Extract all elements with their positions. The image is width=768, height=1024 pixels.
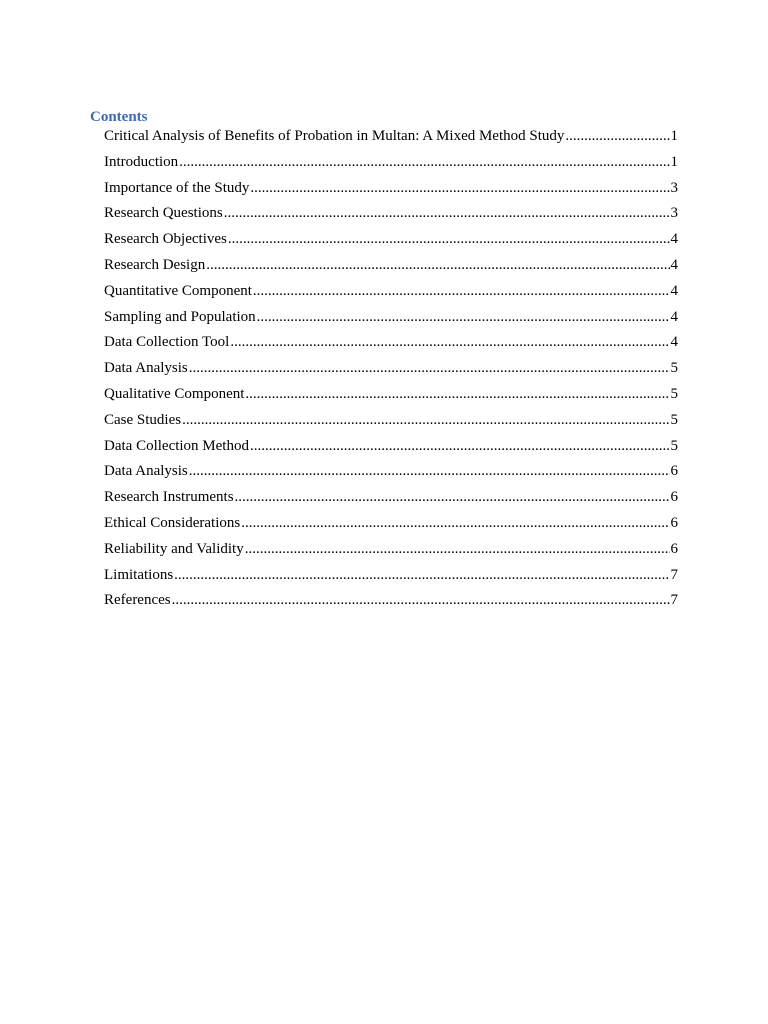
toc-entry-page: 3 bbox=[670, 179, 678, 196]
toc-entry-title: Importance of the Study bbox=[104, 179, 250, 196]
toc-entry[interactable] bbox=[104, 411, 678, 437]
toc-entry[interactable] bbox=[104, 333, 678, 359]
toc-entry-page: 5 bbox=[670, 385, 678, 402]
toc-entry-page: 5 bbox=[670, 411, 678, 428]
toc-dot-leader bbox=[172, 591, 670, 610]
toc-entry[interactable] bbox=[104, 591, 678, 617]
toc-entry-page: 4 bbox=[670, 282, 678, 299]
toc-entry-title: Quantitative Component bbox=[104, 282, 252, 299]
toc-entry-title: Introduction bbox=[104, 153, 179, 170]
toc-entry[interactable] bbox=[104, 230, 678, 256]
toc-entry-page: 6 bbox=[670, 514, 678, 531]
toc-entry-title: Ethical Considerations bbox=[104, 514, 241, 531]
toc-entry-title: Limitations bbox=[104, 566, 174, 583]
toc-dot-leader bbox=[241, 514, 669, 533]
toc-dot-leader bbox=[228, 230, 670, 249]
toc-dot-leader bbox=[245, 385, 669, 404]
toc-list bbox=[90, 127, 678, 617]
toc-entry[interactable] bbox=[104, 127, 678, 153]
toc-entry-title: Research Instruments bbox=[104, 489, 234, 506]
toc-entry-title: Data Collection Method bbox=[104, 437, 249, 454]
toc-dot-leader bbox=[250, 437, 670, 456]
toc-dot-leader bbox=[245, 540, 670, 559]
toc-entry-title: Research Questions bbox=[104, 205, 223, 222]
toc-entry-page: 6 bbox=[670, 489, 678, 506]
toc-entry-page: 6 bbox=[670, 540, 678, 557]
toc-dot-leader bbox=[250, 179, 669, 198]
toc-entry[interactable] bbox=[104, 540, 678, 566]
toc-entry-page: 5 bbox=[670, 360, 678, 377]
toc-dot-leader bbox=[174, 566, 669, 585]
toc-entry-title: Research Design bbox=[104, 256, 206, 273]
toc-entry[interactable] bbox=[104, 179, 678, 205]
toc-entry-page: 4 bbox=[670, 308, 678, 325]
toc-entry[interactable] bbox=[104, 514, 678, 540]
table-of-contents bbox=[90, 108, 678, 617]
toc-entry-page: 3 bbox=[670, 205, 678, 222]
toc-entry-page: 7 bbox=[670, 592, 678, 609]
toc-dot-leader bbox=[253, 282, 670, 301]
toc-entry-title: Case Studies bbox=[104, 411, 182, 428]
toc-entry-page: 5 bbox=[670, 437, 678, 454]
toc-entry[interactable] bbox=[104, 488, 678, 514]
toc-entry[interactable] bbox=[104, 462, 678, 488]
toc-entry-title: Reliability and Validity bbox=[104, 540, 244, 557]
toc-entry-title: Data Analysis bbox=[104, 360, 188, 377]
toc-entry[interactable] bbox=[104, 256, 678, 282]
toc-entry-page: 7 bbox=[670, 566, 678, 583]
toc-dot-leader bbox=[235, 488, 670, 507]
toc-entry-title: Critical Analysis of Benefits of Probation in Multan: A Mixed Method Study bbox=[104, 128, 565, 144]
toc-entry[interactable] bbox=[104, 566, 678, 592]
toc-entry-title: Sampling and Population bbox=[104, 308, 256, 325]
toc-entry-page: 4 bbox=[670, 231, 678, 248]
toc-entry-title: Data Analysis bbox=[104, 463, 188, 480]
toc-entry-page: 4 bbox=[670, 256, 678, 273]
toc-dot-leader bbox=[565, 127, 669, 146]
toc-entry[interactable] bbox=[104, 385, 678, 411]
toc-entry-page: 1 bbox=[670, 153, 678, 170]
toc-dot-leader bbox=[230, 333, 669, 352]
toc-dot-leader bbox=[224, 204, 670, 223]
toc-entry-title: Qualitative Component bbox=[104, 385, 245, 402]
toc-entry[interactable] bbox=[104, 282, 678, 308]
toc-entry[interactable] bbox=[104, 359, 678, 385]
toc-entry-title: Data Collection Tool bbox=[104, 334, 230, 351]
toc-entry[interactable] bbox=[104, 308, 678, 334]
toc-dot-leader bbox=[206, 256, 669, 275]
toc-heading: Contents bbox=[90, 109, 148, 125]
toc-dot-leader bbox=[189, 359, 670, 378]
toc-entry-page: 6 bbox=[670, 463, 678, 480]
toc-dot-leader bbox=[182, 411, 669, 430]
toc-dot-leader bbox=[179, 153, 669, 172]
toc-entry-page: 1 bbox=[670, 128, 678, 144]
toc-entry-page: 4 bbox=[670, 334, 678, 351]
toc-entry[interactable] bbox=[104, 153, 678, 179]
toc-entry[interactable] bbox=[104, 204, 678, 230]
toc-entry-title: Research Objectives bbox=[104, 231, 227, 248]
toc-dot-leader bbox=[257, 308, 670, 327]
toc-dot-leader bbox=[189, 462, 670, 481]
toc-entry-title: References bbox=[104, 592, 171, 609]
toc-entry[interactable] bbox=[104, 437, 678, 463]
